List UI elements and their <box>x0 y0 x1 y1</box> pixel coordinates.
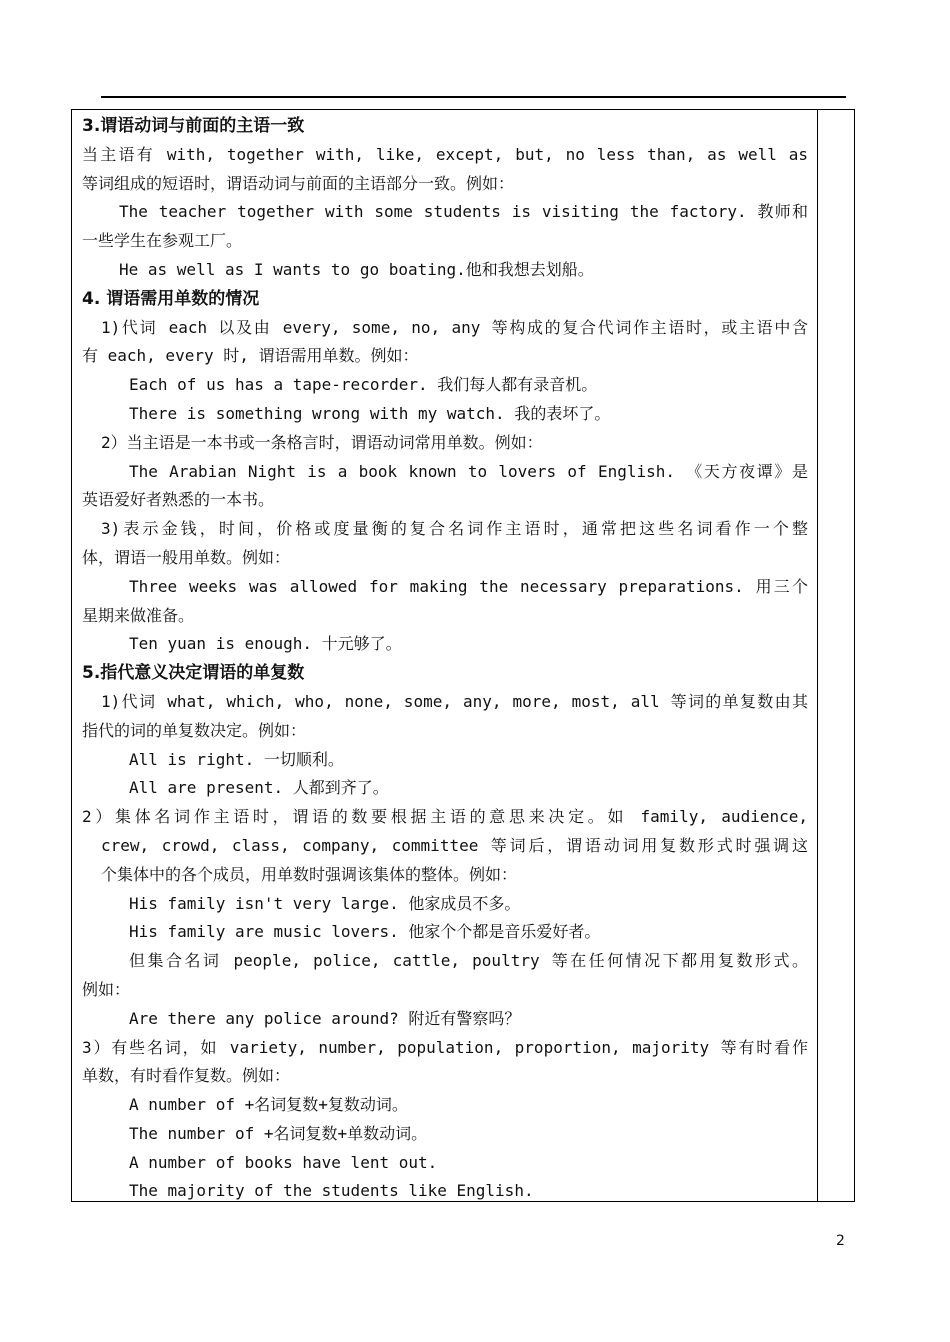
text-line: Are there any police around? 附近有警察吗？ <box>129 1008 521 1028</box>
text-line: 一些学生在参观工厂。 <box>82 231 243 251</box>
text-line: 个集体中的各个成员，用单数时强调该集体的整体。例如： <box>101 864 518 884</box>
text-line: The majority of the students like English. <box>129 1181 534 1201</box>
main-cell <box>82 112 808 1206</box>
text-line: Three weeks was allowed for making the necessary preparations. 用三个 <box>129 576 808 596</box>
text-line: 体，谓语一般用单数。例如： <box>82 547 291 567</box>
content-table <box>71 109 855 1202</box>
header-rule <box>101 96 846 98</box>
text-line: 有 each, every 时, 谓语需用单数。例如： <box>82 346 419 366</box>
text-line: 但集合名词 people, police, cattle, poultry 等在任何情况下都用复数形式。 <box>129 951 808 971</box>
text-line: 2）当主语是一本书或一条格言时，谓语动词常用单数。例如： <box>101 432 543 452</box>
text-line: A number of books have lent out. <box>129 1152 438 1172</box>
text-line: Each of us has a tape-recorder. 我们每人都有录音机。 <box>129 375 598 395</box>
page-number: 2 <box>836 1233 845 1249</box>
text-line: His family are music lovers. 他家个个都是音乐爱好者。 <box>129 922 601 942</box>
text-line: Ten yuan is enough. 十元够了。 <box>129 634 402 654</box>
text-line: The Arabian Night is a book known to lovers of English. 《天方夜谭》是 <box>129 461 808 481</box>
text-line: He as well as I wants to go boating.他和我想去划船。 <box>119 259 594 279</box>
text-line: All is right. 一切顺利。 <box>129 749 344 769</box>
section-heading: 4. 谓语需用单数的情况 <box>82 288 260 309</box>
section-heading: 5.指代意义决定谓语的单复数 <box>82 663 305 684</box>
text-line: 英语爱好者熟悉的一本书。 <box>82 490 275 510</box>
text-line: 3)表示金钱，时间，价格或度量衡的复合名词作主语时，通常把这些名词看作一个整 <box>101 519 808 539</box>
text-line: 3）有些名词，如 variety, number, population, proportion, majority 等有时看作 <box>82 1037 808 1057</box>
text-line: There is something wrong with my watch. 我的表坏了。 <box>129 403 611 423</box>
text-line: All are present. 人都到齐了。 <box>129 778 389 798</box>
text-line: 单数，有时看作复数。例如： <box>82 1066 291 1086</box>
section-heading: 3.谓语动词与前面的主语一致 <box>82 116 305 136</box>
text-line: The teacher together with some students is visiting the factory. 教师和 <box>119 202 808 222</box>
text-line: A number of +名词复数+复数动词。 <box>129 1095 408 1115</box>
text-line: The number of +名词复数+单数动词。 <box>129 1123 428 1143</box>
text-line: His family isn't very large. 他家成员不多。 <box>129 893 521 913</box>
text-line: 1)代词 each 以及由 every, some, no, any 等构成的复合代词作主语时，或主语中含 <box>101 317 808 337</box>
text-line: 1)代词 what, which, who, none, some, any, more, most, all 等词的单复数由其 <box>101 691 808 711</box>
table-column-divider <box>817 110 818 1201</box>
text-line: 2）集体名词作主语时，谓语的数要根据主语的意思来决定。如 family, audience, <box>82 807 808 827</box>
text-line: crew, crowd, class, company, committee 等词后，谓语动词用复数形式时强调这 <box>101 835 808 855</box>
text-line: 指代的词的单复数决定。例如： <box>82 720 307 740</box>
text-line: 当主语有 with, together with, like, except, but, no less than, as well as <box>82 144 808 164</box>
text-line: 星期来做准备。 <box>82 605 195 625</box>
text-line: 例如： <box>82 979 131 999</box>
text-line: 等词组成的短语时，谓语动词与前面的主语部分一致。例如： <box>82 173 515 193</box>
